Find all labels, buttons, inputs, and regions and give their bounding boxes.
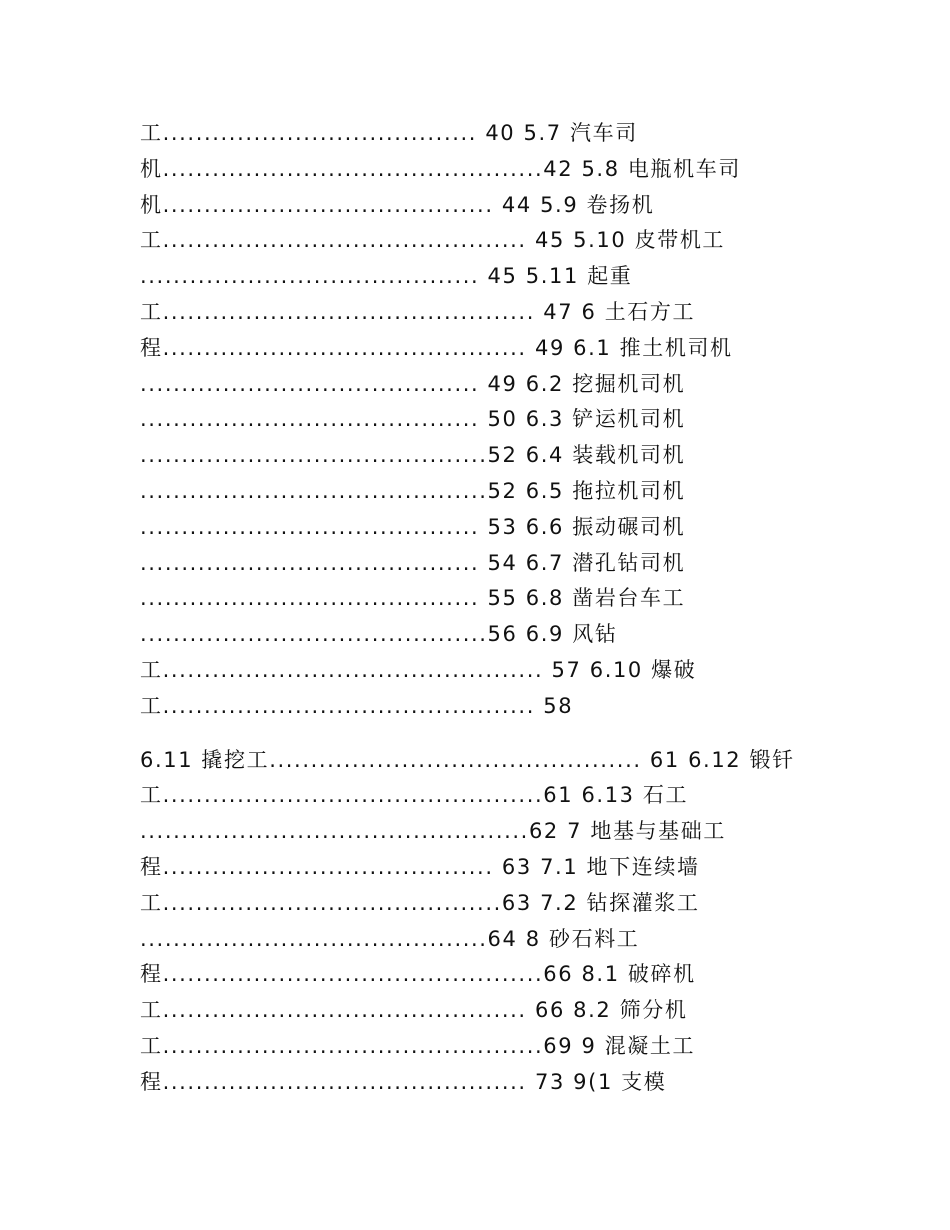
toc-line: 工............................................ 66 8.2 筛分机 [140, 998, 688, 1023]
toc-line: ......................................... 55 6.8 凿岩台车工 [140, 586, 686, 611]
toc-line: ......................................... 45 5.11 起重 [140, 264, 633, 289]
toc-line: 工..............................................69 9 混凝土工 [140, 1033, 696, 1058]
toc-line: ..........................................52 6.5 拖拉机司机 [140, 478, 686, 503]
toc-line: ......................................... 53 6.6 振动碾司机 [140, 514, 686, 539]
toc-line: 6.11 撬挖工............................................. 61 6.12 锻钎 [140, 747, 795, 772]
toc-line: 工.............................................. 57 6.10 爆破 [140, 657, 697, 682]
toc-line: 机..............................................42 5.8 电瓶机车司 [140, 156, 741, 181]
toc-line: ..........................................52 6.4 装载机司机 [140, 443, 686, 468]
toc-line: 程............................................ 73 9(1 支模 [140, 1069, 667, 1094]
toc-line: 工...................................... 40 5.7 汽车司 [140, 121, 638, 145]
toc-line: 机........................................ 44 5.9 卷扬机 [140, 192, 655, 217]
toc-line: ..........................................56 6.9 风钻 [140, 622, 618, 647]
toc-line: ..........................................64 8 砂石料工 [140, 926, 640, 951]
toc-line: 程........................................ 63 7.1 地下连续墙 [140, 854, 700, 879]
toc-line: ......................................... 49 6.2 挖掘机司机 [140, 371, 686, 396]
toc-line: ......................................... 50 6.3 铲运机司机 [140, 407, 686, 432]
toc-line: 工............................................. 58 [140, 693, 574, 718]
toc-line: ......................................... 54 6.7 潜孔钻司机 [140, 550, 686, 575]
paragraph-gap [140, 725, 860, 743]
toc-line: 工............................................. 47 6 土石方工 [140, 299, 696, 324]
toc-line: 程............................................ 49 6.1 推土机司机 [140, 335, 733, 360]
toc-line: 程..............................................66 8.1 破碎机 [140, 962, 696, 987]
toc-line: 工.........................................63 7.2 钻探灌浆工 [140, 890, 700, 915]
toc-line: ...............................................62 7 地基与基础工 [140, 819, 726, 844]
toc-line: 工..............................................61 6.13 石工 [140, 783, 689, 808]
table-of-contents [140, 116, 860, 1101]
toc-line: 工............................................ 45 5.10 皮带机工 [140, 228, 726, 253]
